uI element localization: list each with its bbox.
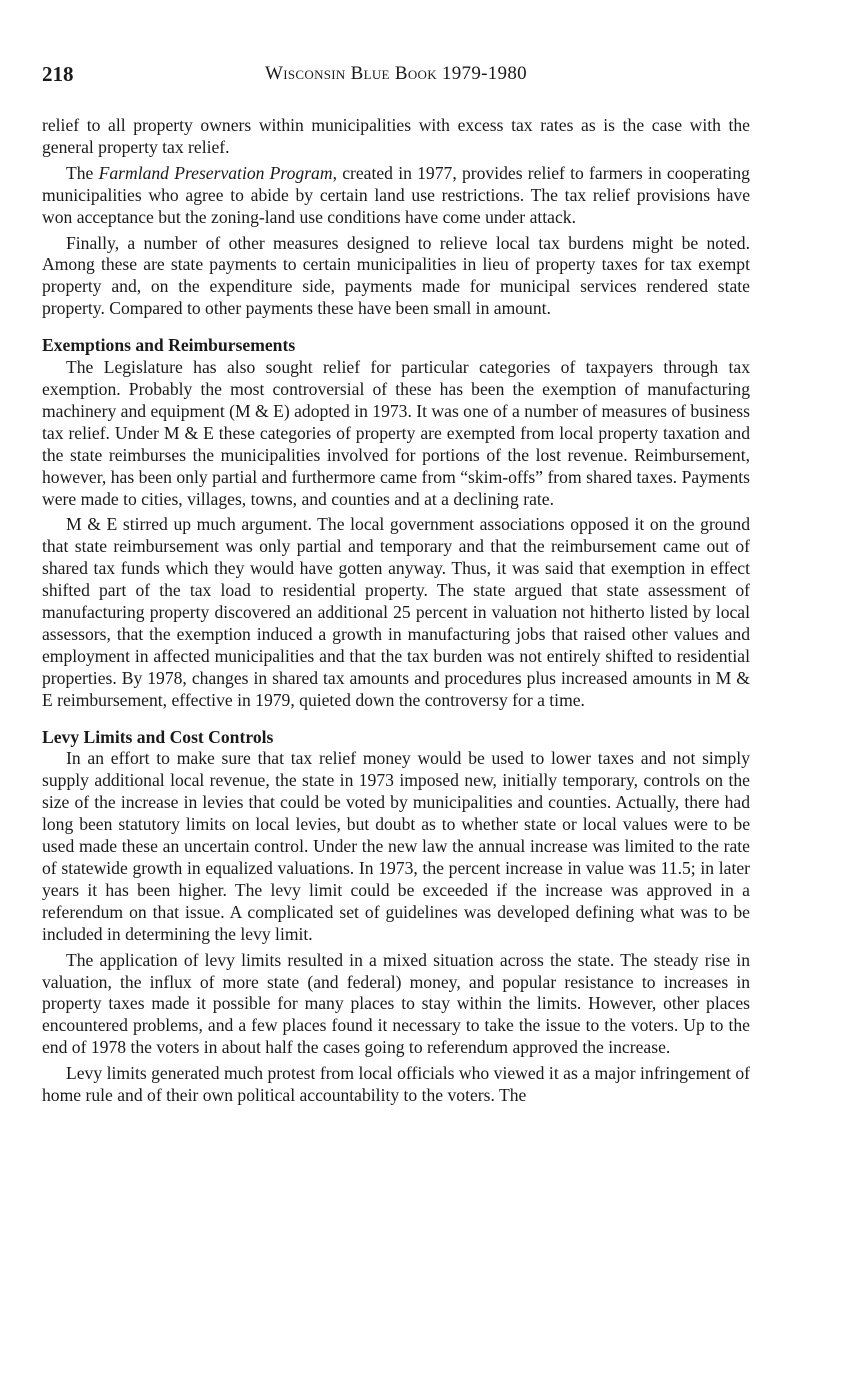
running-head: Wisconsin Blue Book 1979-1980: [265, 63, 527, 84]
page-body: [42, 115, 750, 1107]
paragraph-levy-1: In an effort to make sure that tax relief money would be used to lower taxes and not simply supply additional local revenue, the state in 1973 imposed new, initially temporary, controls on the size of the increase in levies that could be voted by municipalities and counties. Actually, there had long been statutory limits on local levies, but doubt as to whether state or local values were to be used made these an uncertain control. Under the new law the annual increase was limited to the rate of statewide growth in equalized valuations. In 1973, the percent increase in value was 11.5; in later years it has been higher. The levy limit could be exceeded if the increase was approved in a referendum on that issue. A complicated set of guidelines was developed defining what was to be included in determining the levy limit.: [42, 748, 750, 944]
page-header: [42, 62, 750, 88]
section-heading-exemptions: Exemptions and Reimbursements: [42, 335, 296, 356]
farmland-lead: The: [66, 162, 99, 183]
section-heading-levy-limits: Levy Limits and Cost Controls: [42, 726, 274, 747]
farmland-rest: , created in 1977, provides relief to farmers in cooperating municipalities who agree to abide by certain land use restrictions. The tax relief provisions have won acceptance but the zoning-land use conditions have come under attack.: [42, 162, 750, 227]
paragraph-exemptions-1: The Legislature has also sought relief for particular categories of taxpayers through tax exemption. Probably the most controversial of these has been the exemption of manufacturing machinery and equipment (M & E) adopted in 1973. It was one of a number of measures of business tax relief. Under M & E these categories of property are exempted from local property taxation and the state reimburses the municipalities involved for portions of the lost revenue. Reimbursement, however, has been only partial and furthermore came from “skim-offs” from shared taxes. Payments were made to cities, villages, towns, and counties and at a declining rate.: [42, 357, 750, 509]
paragraph-continued: relief to all property owners within municipalities with excess tax rates as is the case with the general property tax relief.: [42, 115, 750, 157]
program-name: Farmland Preservation Program: [98, 162, 333, 183]
book-page: [42, 62, 750, 1107]
paragraph-levy-3: Levy limits generated much protest from local officials who viewed it as a major infringement of home rule and of their own political accountability to the voters. The: [42, 1063, 750, 1106]
paragraph-farmland: [42, 163, 750, 229]
paragraph-exemptions-2: M & E stirred up much argument. The local government associations opposed it on the ground that state reimbursement was only partial and temporary and that the reimbursement came out of shared tax funds which they would have gotten anyway. Thus, it was said that exemption in effect shifted part of the tax load to residential property. The state argued that state assessment of manufacturing property discovered an additional 25 percent in valuation not hitherto listed by local assessors, that the exemption induced a growth in manufacturing jobs that raised other values and employment in affected municipalities and that the tax burden was not entirely shifted to residential properties. By 1978, changes in shared tax amounts and procedures plus increased amounts in M & E reimbursement, effective in 1979, quieted down the controversy for a time.: [42, 514, 750, 710]
page-number: 218: [42, 62, 74, 86]
paragraph-other-measures: Finally, a number of other measures designed to relieve local tax burdens might be noted. Among these are state payments to certain municipalities in lieu of property taxes for tax exempt property and, on the expenditure side, payments made for municipal services rendered state property. Compared to other payments these have been small in amount.: [42, 232, 750, 319]
paragraph-levy-2: The application of levy limits resulted in a mixed situation across the state. The steady rise in valuation, the influx of more state (and federal) money, and popular resistance to increases in property taxes made it possible for many places to stay within the limits. However, other places encountered problems, and a few places found it necessary to take the issue to the voters. Up to the end of 1978 the voters in about half the cases going to referendum approved the increase.: [42, 949, 750, 1058]
